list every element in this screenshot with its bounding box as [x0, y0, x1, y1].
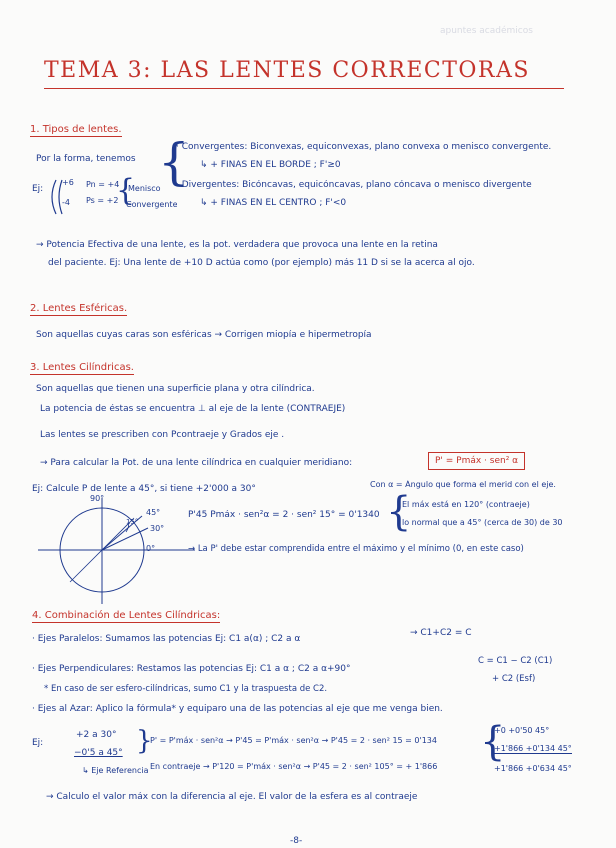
angle-diagram: [30, 492, 200, 610]
potencia-efectiva-1: → Potencia Efectiva de una lente, es la pot. verdadera que provoca una lente en la retina: [36, 240, 438, 250]
forma-text: Por la forma, tenemos: [36, 154, 136, 164]
angle-45-label: 45°: [146, 508, 161, 517]
convergente-label: Convergente: [126, 200, 178, 209]
brace-menisco: {: [116, 173, 136, 208]
normal-note: lo normal que a 45° (cerca de 30) de 30: [402, 518, 563, 527]
calc-formula: P'45 Pmáx · sen²α = 2 · sen² 15° = 0'1340: [188, 510, 380, 520]
pn-value: Pn = +4: [86, 180, 120, 189]
ejes-paralelos: · Ejes Paralelos: Sumamos las potencias Ej: C1 a(α) ; C2 a α: [32, 634, 301, 644]
convergentes-text: · Convergentes: Biconvexas, equiconvexas, plano convexa o menisco convergente.: [176, 142, 552, 152]
ejes-perpendiculares: · Ejes Perpendiculares: Restamos las potencias Ej: C1 a α ; C2 a α+90°: [32, 664, 351, 674]
result-row-2: +1'866 +0'134 45°: [494, 744, 572, 753]
azar-formula-2: En contraeje → P'120 = P'máx · sen²α → P'45 = 2 · sen² 105° = + 1'866: [150, 762, 438, 771]
section-2-heading: 2. Lentes Esféricas.: [30, 303, 128, 314]
azar-lente-2: −0'5 a 45°: [74, 748, 123, 758]
brace-azar: }: [136, 726, 153, 756]
title-underline: [44, 88, 564, 89]
divergentes-text: · Divergentes: Bicóncavas, equicóncavas, plano cóncava o menisco divergente: [176, 180, 532, 190]
section-4-heading: 4. Combinación de Lentes Cilíndricas:: [32, 610, 221, 621]
angle-0-label: 0°: [146, 544, 156, 553]
bleed-through-text: apuntes académicos: [440, 26, 533, 36]
perp-result-1: C = C1 − C2 (C1): [478, 656, 553, 666]
azar-lente-1: +2 a 30°: [76, 730, 117, 740]
brace-forma: {: [158, 133, 190, 191]
cilindricas-t2: La potencia de éstas se encuentra ⊥ al eje de la lente (CONTRAEJE): [40, 404, 346, 414]
page-number: -8-: [290, 836, 303, 846]
formula-box: P' = Pmáx · sen² α: [428, 452, 525, 470]
alpha-note: Con α = Ángulo que forma el merid con el eje.: [370, 480, 556, 489]
ej-label-1: Ej:: [32, 184, 44, 194]
azar-formula-1: P' = P'máx · sen²α → P'45 = P'máx · sen²α → P'45 = 2 · sen² 15 = 0'134: [150, 736, 437, 745]
cilindricas-t1: Son aquellas que tienen una superficie plana y otra cilíndrica.: [36, 384, 315, 394]
deduce-text: → La P' debe estar comprendida entre el máximo y el mínimo (0, en este caso): [188, 544, 524, 554]
angle-30-label: 30°: [150, 524, 165, 533]
ejes-paralelos-result: → C1+C2 = C: [410, 628, 472, 638]
ej-cilindrica: Ej: Calcule P de lente a 45°, si tiene +2'000 a 30°: [32, 484, 256, 494]
angle-90-label: 90°: [90, 494, 105, 503]
esfericas-text: Son aquellas cuyas caras son esféricas → Corrigen miopía e hipermetropía: [36, 330, 372, 340]
calc-intro: → Para calcular la Pot. de una lente cilíndrica en cualquier meridiano:: [40, 458, 353, 468]
result-row-1: +0 +0'50 45°: [494, 726, 550, 735]
esfero-note: * En caso de ser esfero-cilíndricas, sumo C1 y la traspuesta de C2.: [44, 684, 328, 694]
brace-max: {: [386, 489, 412, 535]
brace-result: {: [480, 719, 506, 765]
page-title: TEMA 3: LAS LENTES CORRECTORAS: [44, 58, 530, 83]
power-front: +6: [62, 178, 74, 187]
result-row-3: +1'866 +0'634 45°: [494, 764, 572, 773]
ps-value: Ps = +2: [86, 196, 119, 205]
section-1-heading: 1. Tipos de lentes.: [30, 124, 122, 135]
ej-azar: Ej:: [32, 738, 44, 748]
cilindricas-t3: Las lentes se prescriben con Pcontraeje y Grados eje .: [40, 430, 285, 440]
ejes-azar: · Ejes al Azar: Aplico la fórmula* y equiparo una de las potencias al eje que me venga bien.: [32, 704, 443, 714]
section-3-heading: 3. Lentes Cilíndricas.: [30, 362, 134, 373]
divergentes-sub: ↳ + FINAS EN EL CENTRO ; F'<0: [200, 198, 347, 208]
convergentes-sub: ↳ + FINAS EN EL BORDE ; F'≥0: [200, 160, 341, 170]
power-back: -4: [62, 198, 70, 207]
potencia-efectiva-2: del paciente. Ej: Una lente de +10 D actúa como (por ejemplo) más 11 D si se la acerca al ojo.: [48, 258, 475, 268]
eje-referencia: ↳ Eje Referencia: [82, 766, 149, 775]
perp-result-2: + C2 (Esf): [492, 674, 536, 684]
angle-15-label: 15°: [126, 518, 139, 526]
max-note: El máx está en 120° (contraeje): [402, 500, 530, 509]
final-note: → Calculo el valor máx con la diferencia al eje. El valor de la esfera es al contraeje: [46, 792, 418, 802]
menisco-label: Menisco: [128, 184, 161, 193]
